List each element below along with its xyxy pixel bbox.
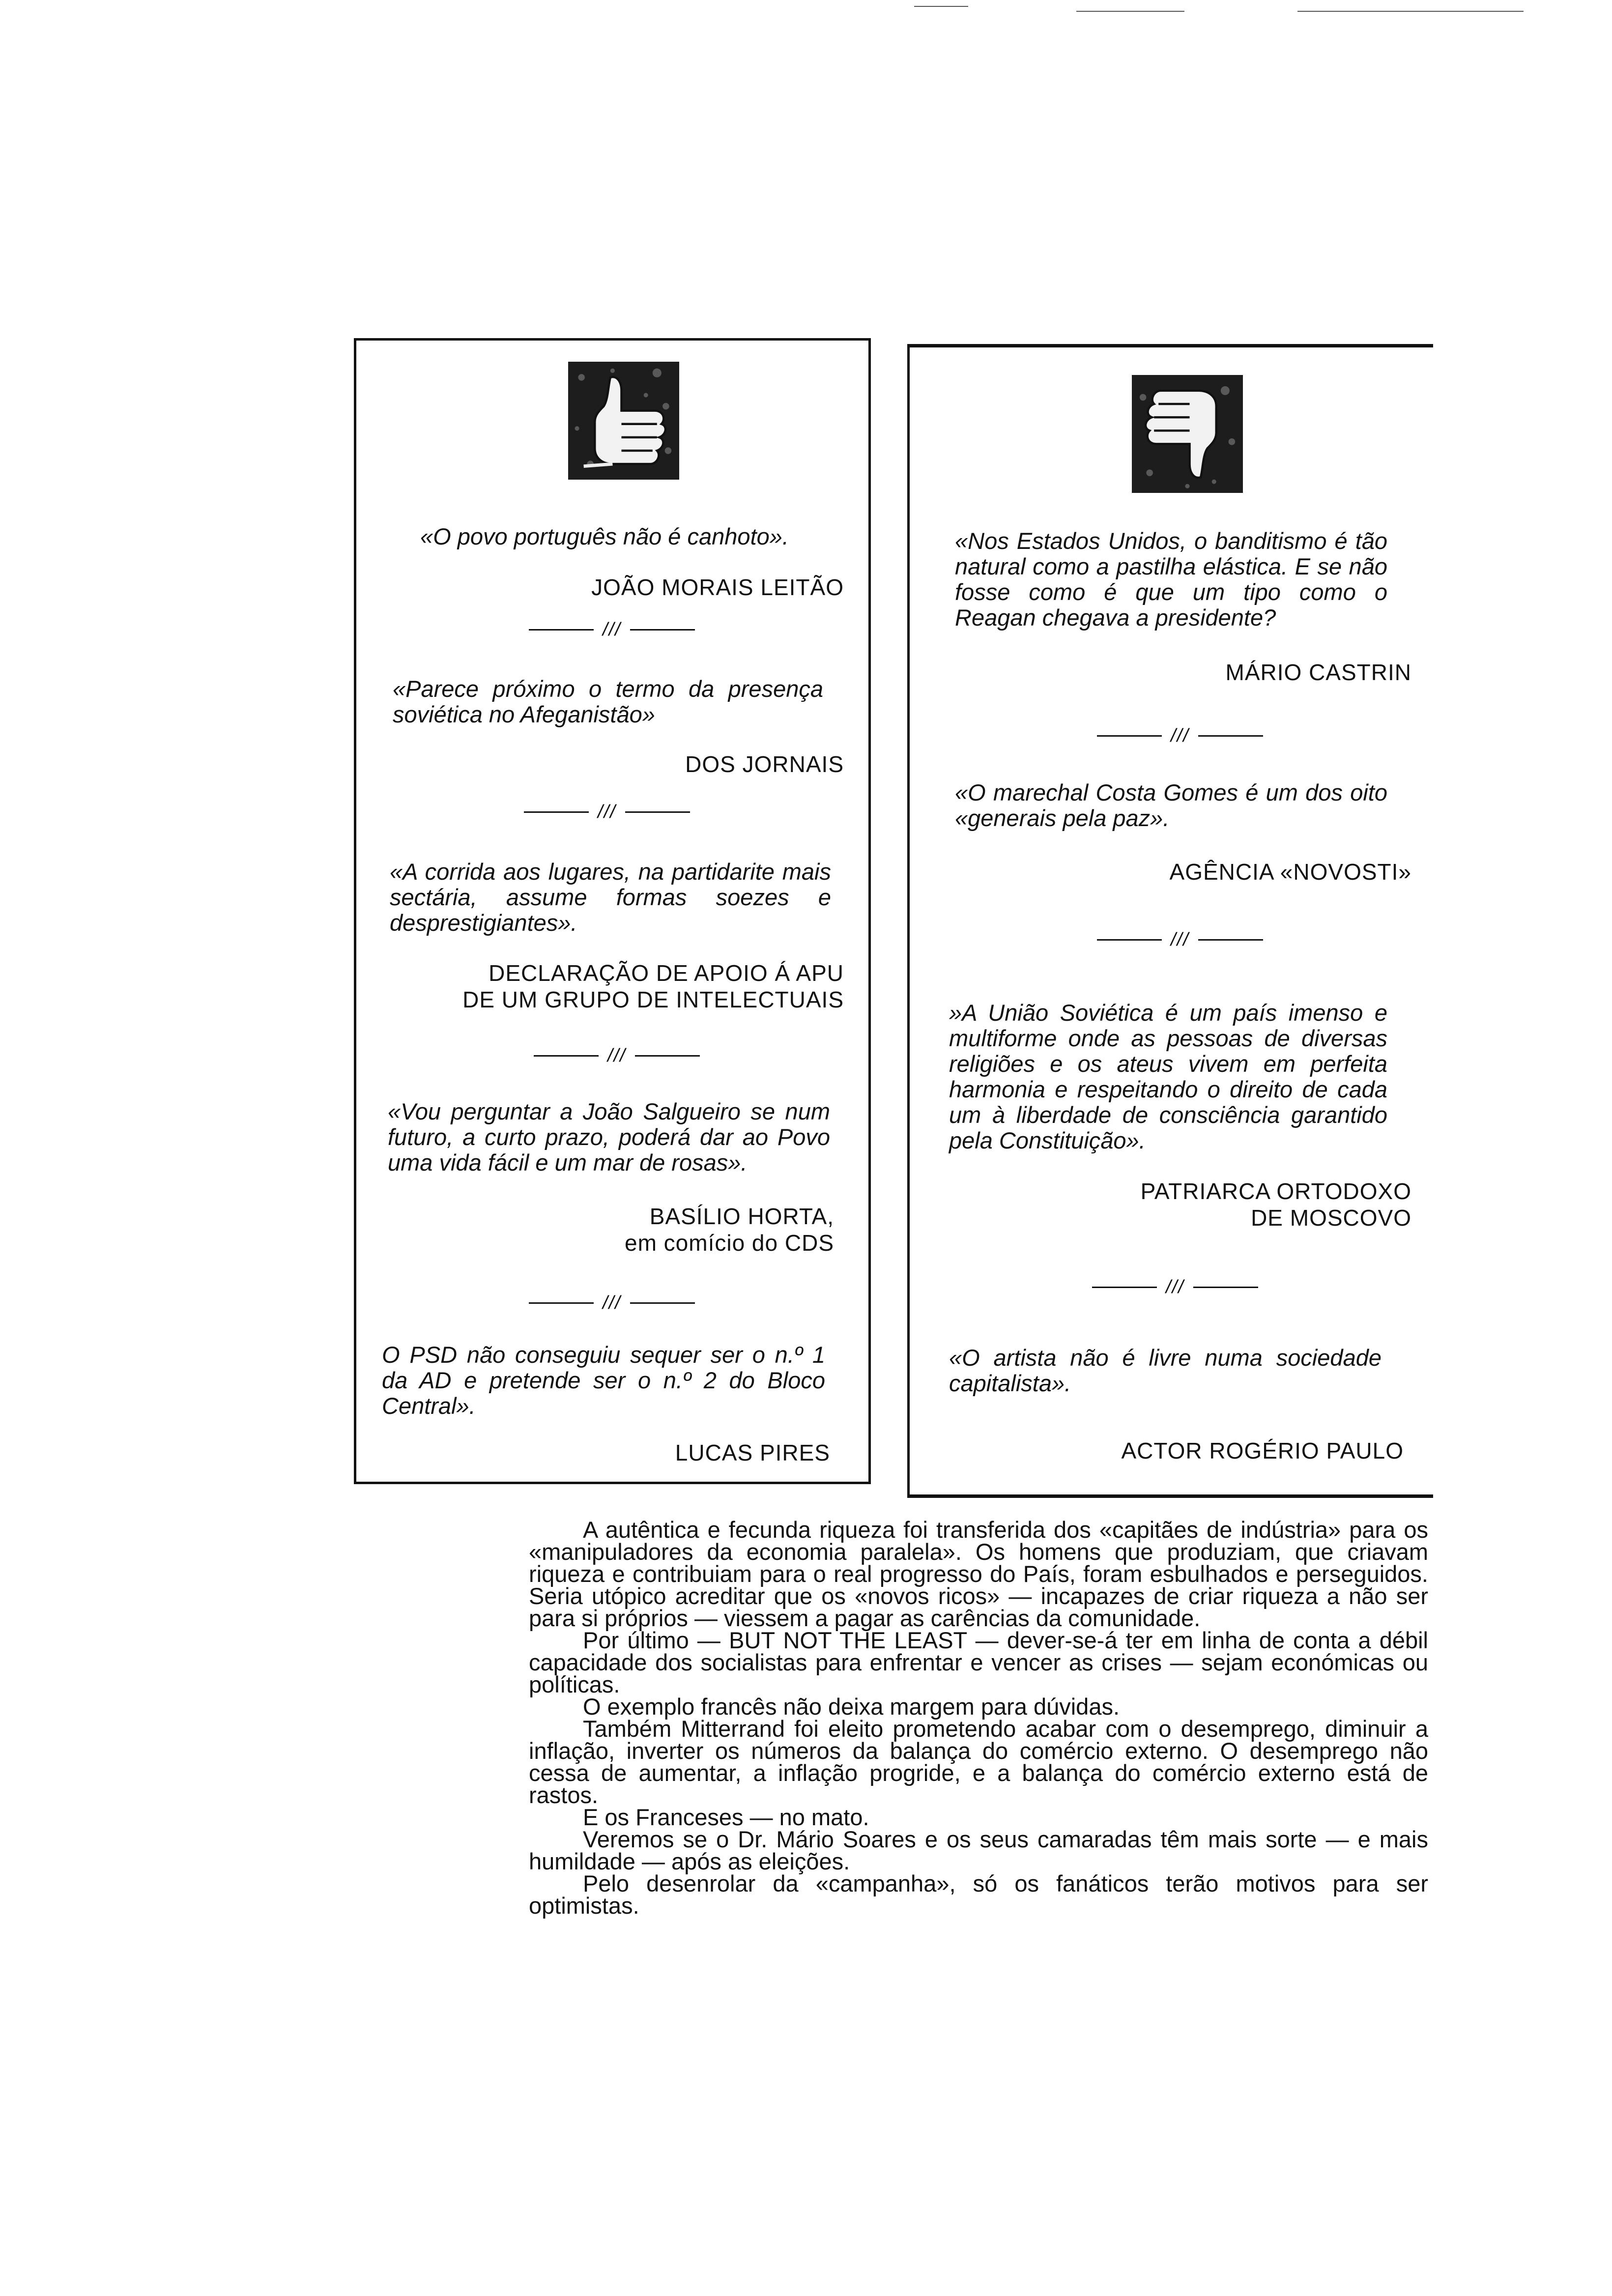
quote-author: PATRIARCA ORTODOXO DE MOSCOVO [1140, 1178, 1411, 1231]
quote-text: O PSD não conseguiu sequer ser o n.º 1 da AD e pretende ser o n.º 2 do Bloco Central». [382, 1342, 825, 1419]
article-paragraph: Veremos se o Dr. Mário Soares e os seus camaradas têm mais sorte — e mais humildade — após as eleições. [529, 1826, 1428, 1874]
quote-text: «O marechal Costa Gomes é um dos oito «generais pela paz». [955, 779, 1387, 831]
quote-author: LUCAS PIRES [675, 1440, 830, 1465]
quote-text: «O artista não é livre numa sociedade capitalista». [949, 1345, 1382, 1396]
article-paragraph: Pelo desenrolar da «campanha», só os fanáticos terão motivos para ser optimistas. [529, 1870, 1428, 1919]
scan-mark [914, 6, 968, 7]
quotes-box-disapprove [907, 344, 1433, 1498]
article-paragraph: Por último — BUT NOT THE LEAST — dever-se-á ter em linha de conta a débil capacidade dos socialistas para enfrentar e vencer as crises — sejam económicas ou políticas. [529, 1627, 1428, 1697]
thumbs-down-icon [1132, 375, 1243, 493]
article-paragraph: E os Franceses — no mato. [583, 1804, 869, 1830]
article-paragraph: Também Mitterrand foi eleito prometendo acabar com o desemprego, diminuir a inflação, inverter os números da balança do comércio externo. O desemprego não cessa de aumentar, a inflação progride, e a balança do comércio externo está de rastos. [529, 1716, 1428, 1808]
quote-text: «A corrida aos lugares, na partidarite mais sectária, assume formas soezes e desprestigiantes». [390, 859, 831, 936]
quote-author: BASÍLIO HORTA, em comício do CDS [624, 1204, 834, 1256]
quote-author: JOÃO MORAIS LEITÃO [591, 574, 844, 600]
quote-author: AGÊNCIA «NOVOSTI» [1169, 859, 1411, 885]
quote-text: »A União Soviética é um país imenso e multiforme onde as pessoas de diversas religiões e os ateus vivem em perfeita harmonia e respeitando o direito de cada um à liberdade de consciência garantido pela Constituição». [949, 1000, 1387, 1153]
article-paragraph: A autêntica e fecunda riqueza foi transferida dos «capitães de indústria» para os «manipuladores da economia paralela». Os homens que produziam, que criavam riqueza e contribuiam para o real progresso do País, foram esbulhados e perseguidos. Seria utópico acreditar que os «novos ricos» — incapazes de criar riqueza a não ser para si próprios — viessem a pagar as carências da comunidade. [529, 1517, 1428, 1631]
scan-mark [1076, 11, 1184, 12]
quote-author: DECLARAÇÃO DE APOIO Á APU DE UM GRUPO DE INTELECTUAIS [462, 960, 844, 1012]
separator: /// [504, 1293, 720, 1313]
quote-text: «O povo português não é canhoto». [420, 523, 789, 549]
quote-author: ACTOR ROGÉRIO PAULO [1121, 1438, 1404, 1464]
thumbs-up-icon [568, 362, 679, 480]
quote-text: «Parece próximo o termo da presença soviética no Afeganistão» [393, 676, 823, 727]
separator: /// [509, 1046, 725, 1065]
separator: /// [499, 802, 715, 822]
separator: /// [1072, 930, 1288, 949]
scan-mark [1297, 11, 1524, 12]
quote-author: DOS JORNAIS [685, 751, 844, 777]
article-paragraph: O exemplo francês não deixa margem para dúvidas. [583, 1693, 1120, 1720]
separator: /// [1072, 726, 1288, 746]
separator [504, 620, 720, 639]
quote-text: «Vou perguntar a João Salgueiro se num futuro, a curto prazo, poderá dar ao Povo uma vida fácil e um mar de rosas». [388, 1098, 830, 1176]
quotes-box-approve [354, 338, 871, 1484]
article-body [529, 1519, 1428, 1917]
quote-author: MÁRIO CASTRIN [1225, 660, 1411, 685]
separator-mark: /// [603, 619, 621, 640]
separator: /// [1067, 1277, 1283, 1297]
quote-text: «Nos Estados Unidos, o banditismo é tão natural como a pastilha elástica. E se não fosse como é que um tipo como o Reagan chegava a presidente? [955, 528, 1387, 631]
